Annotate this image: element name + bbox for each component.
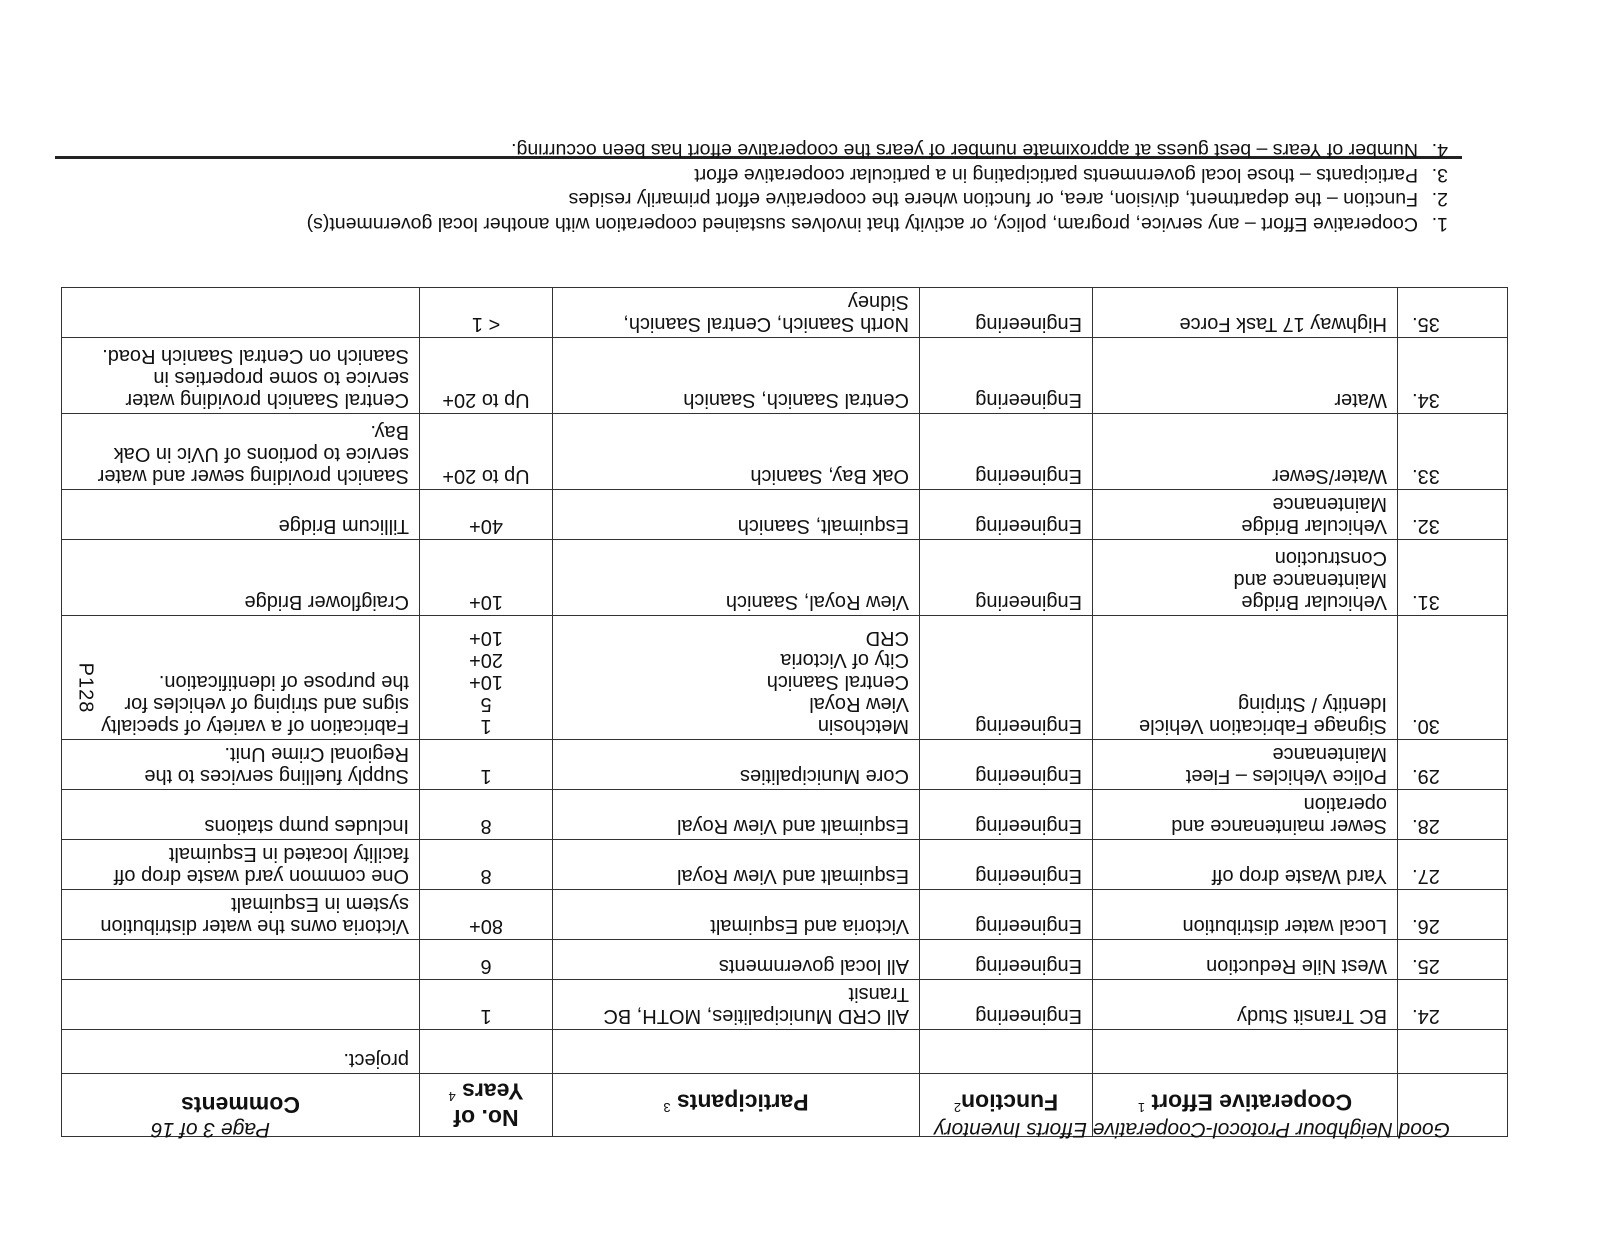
footnote-number: 3. (1431, 164, 1448, 186)
footnote (158, 187, 1448, 212)
table-row (62, 414, 1508, 490)
comments-cell: Victoria owns the water distribution system in Esquimalt (62, 890, 420, 940)
comments-cell: Includes pump stations (62, 790, 420, 840)
function-cell: Engineering (920, 790, 1093, 840)
function-cell: Engineering (920, 740, 1093, 790)
table-row (62, 840, 1508, 890)
years-cell: < 1 (420, 288, 553, 338)
years-cell: 40+ (420, 490, 553, 540)
header-participants: Participants $^3$ (553, 1074, 920, 1137)
table-row (62, 890, 1508, 940)
comments-cell: Craigflower Bridge (62, 540, 420, 616)
table-row (62, 288, 1508, 338)
comments-cell: One common yard waste drop off facility located in Esquimalt (62, 840, 420, 890)
comments-cell (62, 940, 420, 980)
footnote-number: 1. (1431, 213, 1448, 235)
cooperative-effort-cell: Signage Fabrication Vehicle Identity / Striping (1093, 616, 1398, 740)
footnote-text: Participants – those local governments participating in a particular cooperative effort (694, 164, 1418, 186)
row-number: 31. (1398, 540, 1508, 616)
function-cell: Engineering (920, 980, 1093, 1030)
carryover-row (62, 1030, 1508, 1074)
document-title: Good Neighbour Protocol-Cooperative Efforts Inventory (934, 1118, 1450, 1141)
years-cell: 6 (420, 940, 553, 980)
table-row (62, 940, 1508, 980)
cooperative-effort-cell: Water/Sewer (1093, 414, 1398, 490)
footnote-text: Function – the department, division, area, or function where the cooperative effort primarily resides (568, 188, 1418, 211)
footnote-number: 2. (1431, 188, 1448, 211)
row-number: 29. (1398, 740, 1508, 790)
table-row (62, 980, 1508, 1030)
header-cooperative-effort: Cooperative Effort $^1$ (1093, 1074, 1398, 1137)
cooperative-effort-cell: Highway 17 Task Force (1093, 288, 1398, 338)
table-row (62, 740, 1508, 790)
cooperative-effort-cell: Sewer maintenance and operation (1093, 790, 1398, 840)
cooperative-efforts-table (61, 287, 1508, 1137)
function-cell: Engineering (920, 840, 1093, 890)
cooperative-effort-cell: Police Vehicles – Fleet Maintenance (1093, 740, 1398, 790)
row-number: 27. (1398, 840, 1508, 890)
header-years: No. of Years $^4$ (420, 1074, 553, 1137)
cooperative-effort-cell: Water (1093, 338, 1398, 414)
row-number: 28. (1398, 790, 1508, 840)
cooperative-effort-cell: Local water distribution (1093, 890, 1398, 940)
footnote-text: Cooperative Effort – any service, program, policy, or activity that involves sustained cooperation with another local government(s) (306, 213, 1418, 235)
row-number: 30. (1398, 616, 1508, 740)
function-cell: Engineering (920, 540, 1093, 616)
table-row (62, 616, 1508, 740)
table-row (62, 338, 1508, 414)
cooperative-effort-cell: Vehicular Bridge Maintenance (1093, 490, 1398, 540)
footnote (158, 212, 1448, 237)
cooperative-effort-cell: Yard Waste drop off (1093, 840, 1398, 890)
row-number: 24. (1398, 980, 1508, 1030)
years-cell: Up to 20+ (420, 338, 553, 414)
cooperative-effort-cell: BC Transit Study (1093, 980, 1398, 1030)
participants-cell: All local governments (553, 940, 920, 980)
header-function: Function$^2$ (920, 1074, 1093, 1137)
years-cell: 8 (420, 840, 553, 890)
participants-cell: Oak Bay, Saanich (553, 414, 920, 490)
page-number: Page 3 of 16 (150, 1118, 270, 1141)
row-number: 33. (1398, 414, 1508, 490)
function-cell: Engineering (920, 288, 1093, 338)
footnotes (158, 138, 1448, 236)
participants-cell: Core Municipalities (553, 740, 920, 790)
row-number: 26. (1398, 890, 1508, 940)
function-cell: Engineering (920, 616, 1093, 740)
participants-cell: Victoria and Esquimalt (553, 890, 920, 940)
comments-cell (62, 980, 420, 1030)
comments-cell (62, 288, 420, 338)
table-row (62, 540, 1508, 616)
years-cell: 8 (420, 790, 553, 840)
footnote (158, 163, 1448, 188)
years-cell: 1 (420, 740, 553, 790)
comments-cell: Central Saanich providing water service to some properties in Saanich on Central Saanich Road. (62, 338, 420, 414)
years-cell: 1 5 10+ 20+ 10+ (420, 616, 553, 740)
footnote-number: 4. (1431, 139, 1448, 162)
function-cell: Engineering (920, 940, 1093, 980)
row-number: 35. (1398, 288, 1508, 338)
table-row (62, 490, 1508, 540)
participants-cell: Esquimalt and View Royal (553, 790, 920, 840)
function-cell: Engineering (920, 414, 1093, 490)
comments-cell: Saanich providing sewer and water service to portions of UVic in Oak Bay. (62, 414, 420, 490)
years-cell: 1 (420, 980, 553, 1030)
participants-cell: Metchosin View Royal Central Saanich City of Victoria CRD (553, 616, 920, 740)
function-cell: Engineering (920, 490, 1093, 540)
footnote-text: Number of Years – best guess at approximate number of years the cooperative effort has been occurring. (511, 139, 1418, 162)
years-cell: Up to 20+ (420, 414, 553, 490)
row-number: 34. (1398, 338, 1508, 414)
participants-cell: View Royal, Saanich (553, 540, 920, 616)
participants-cell: Esquimalt and View Royal (553, 840, 920, 890)
comments-cell: Tillicum Bridge (62, 490, 420, 540)
table-row (62, 790, 1508, 840)
comments-text: Fabrication of a variety of specialty signs and striping of vehicles for the purpose of identification. (101, 671, 409, 737)
function-cell: Engineering (920, 890, 1093, 940)
row-number: 25. (1398, 940, 1508, 980)
footnote (158, 138, 1448, 163)
participants-cell: Esquimalt, Saanich (553, 490, 920, 540)
participants-cell: North Saanich, Central Saanich, Sidney (553, 288, 920, 338)
years-cell: 80+ (420, 890, 553, 940)
comments-cell (62, 616, 420, 740)
row-number: 32. (1398, 490, 1508, 540)
comments-cell: Supply fuelling services to the Regional Crime Unit. (62, 740, 420, 790)
page-stamp: P128 (74, 662, 97, 714)
participants-cell: Central Saanich, Saanich (553, 338, 920, 414)
cooperative-effort-cell: Vehicular Bridge Maintenance and Construction (1093, 540, 1398, 616)
header-comments: Comments (62, 1074, 420, 1137)
years-cell: 10+ (420, 540, 553, 616)
function-cell: Engineering (920, 338, 1093, 414)
carryover-comment: project. (62, 1030, 420, 1074)
cooperative-effort-cell: West Nile Reduction (1093, 940, 1398, 980)
participants-cell: All CRD Municipalities, MOTH, BC Transit (553, 980, 920, 1030)
